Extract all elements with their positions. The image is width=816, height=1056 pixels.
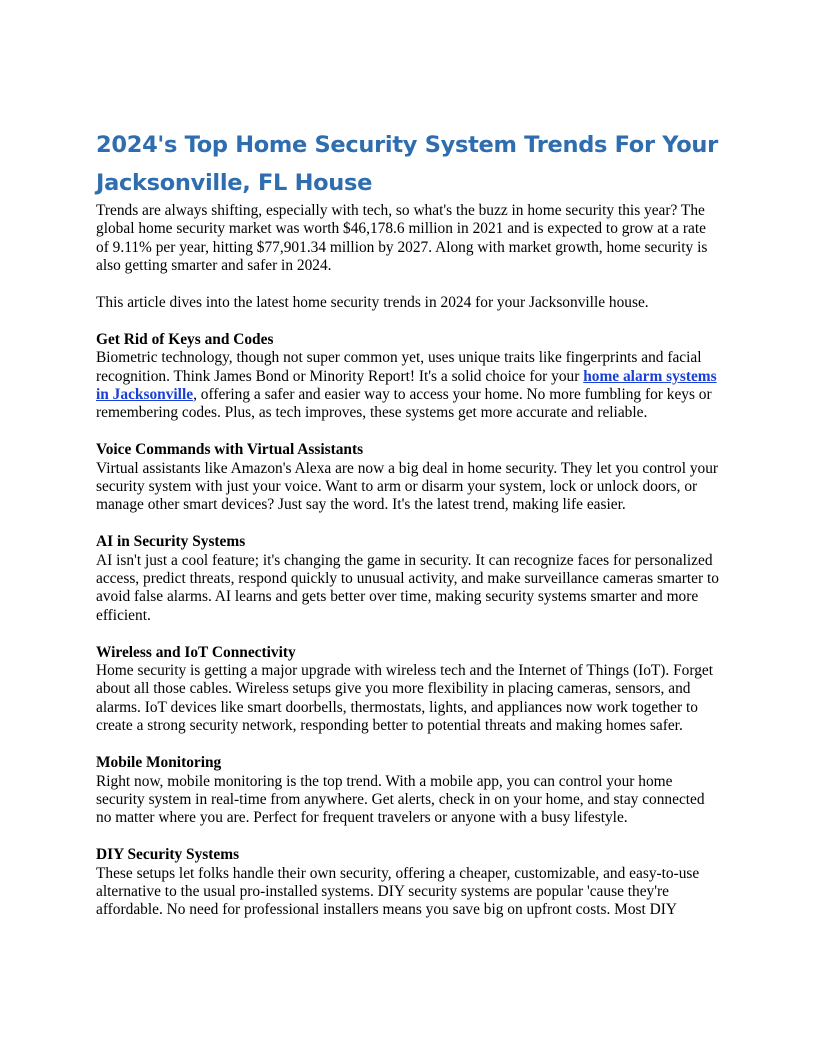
body-text: Biometric technology, though not super common yet, uses unique traits like fingerprints and facial recognition. Think James Bond or Minority Report! It's a solid choice for your: [96, 349, 702, 385]
section-heading: Mobile Monitoring: [96, 754, 222, 772]
paragraph-spacer: [96, 515, 720, 533]
section-body: AI isn't just a cool feature; it's changing the game in security. It can recognize faces for personalized access, predict threats, respond quickly to unusual activity, and make surveillance cameras smarter to avoid false alarms. AI learns and gets better over time, making security systems smarter and more efficient.: [96, 551, 719, 624]
paragraph-spacer: [96, 736, 720, 754]
paragraph-spacer: [96, 423, 720, 441]
paragraph-spacer: [96, 312, 720, 330]
section-heading: Wireless and IoT Connectivity: [96, 643, 296, 661]
paragraph-spacer: [96, 828, 720, 846]
paragraph-spacer: [96, 625, 720, 643]
section-heading: AI in Security Systems: [96, 533, 246, 551]
article-title: 2024's Top Home Security System Trends For Your Jacksonville, FL House: [96, 132, 718, 196]
section-heading: DIY Security Systems: [96, 846, 240, 864]
home-alarm-systems-link[interactable]: home alarm systems in Jacksonville: [96, 367, 717, 404]
section-body: [96, 349, 720, 423]
section-body: Virtual assistants like Amazon's Alexa are now a big deal in home security. They let you control your security system with just your voice. Want to arm or disarm your system, lock or unlock doors, or manage other smart devices? Just say the word. It's the latest trend, making life easier.: [96, 459, 719, 514]
section-ai: [96, 533, 720, 625]
section-diy: [96, 846, 720, 920]
section-voice-commands: [96, 441, 720, 515]
intro-paragraph: Trends are always shifting, especially with tech, so what's the buzz in home security this year? The global home security market was worth $46,178.6 million in 2021 and is expected to grow at a rate of 9.11% per year, hitting $77,901.34 million by 2027. Along with market growth, home security is also getting smarter and safer in 2024.: [96, 202, 708, 275]
body-text: , offering a safer and easier way to access your home. No more fumbling for keys or remembering codes. Plus, as tech improves, these systems get more accurate and reliable.: [96, 386, 712, 422]
section-body: Home security is getting a major upgrade with wireless tech and the Internet of Things (IoT). Forget about all those cables. Wireless setups give you more flexibility in placing cameras, sensors, and alarms. IoT devices like smart doorbells, thermostats, lights, and appliances now work together to create a strong security network, responding better to potential threats and making homes safer.: [96, 662, 714, 735]
section-heading: Voice Commands with Virtual Assistants: [96, 441, 364, 459]
section-mobile-monitoring: [96, 754, 720, 828]
section-keys-and-codes: [96, 331, 720, 423]
section-body: These setups let folks handle their own security, offering a cheaper, customizable, and easy-to-use alternative to the usual pro-installed systems. DIY security systems are popular 'cause they're affordable. No need for professional installers means you save big on upfront costs. Most DIY: [96, 864, 700, 919]
paragraph-spacer: [96, 276, 720, 294]
document-page: [96, 126, 720, 920]
section-wireless-iot: [96, 644, 720, 736]
lead-paragraph: This article dives into the latest home security trends in 2024 for your Jacksonville house.: [96, 294, 649, 312]
section-heading: Get Rid of Keys and Codes: [96, 330, 274, 348]
section-body: Right now, mobile monitoring is the top trend. With a mobile app, you can control your home security system in real-time from anywhere. Get alerts, check in on your home, and stay connected no matter where you are. Perfect for frequent travelers or anyone with a busy lifestyle.: [96, 772, 705, 827]
